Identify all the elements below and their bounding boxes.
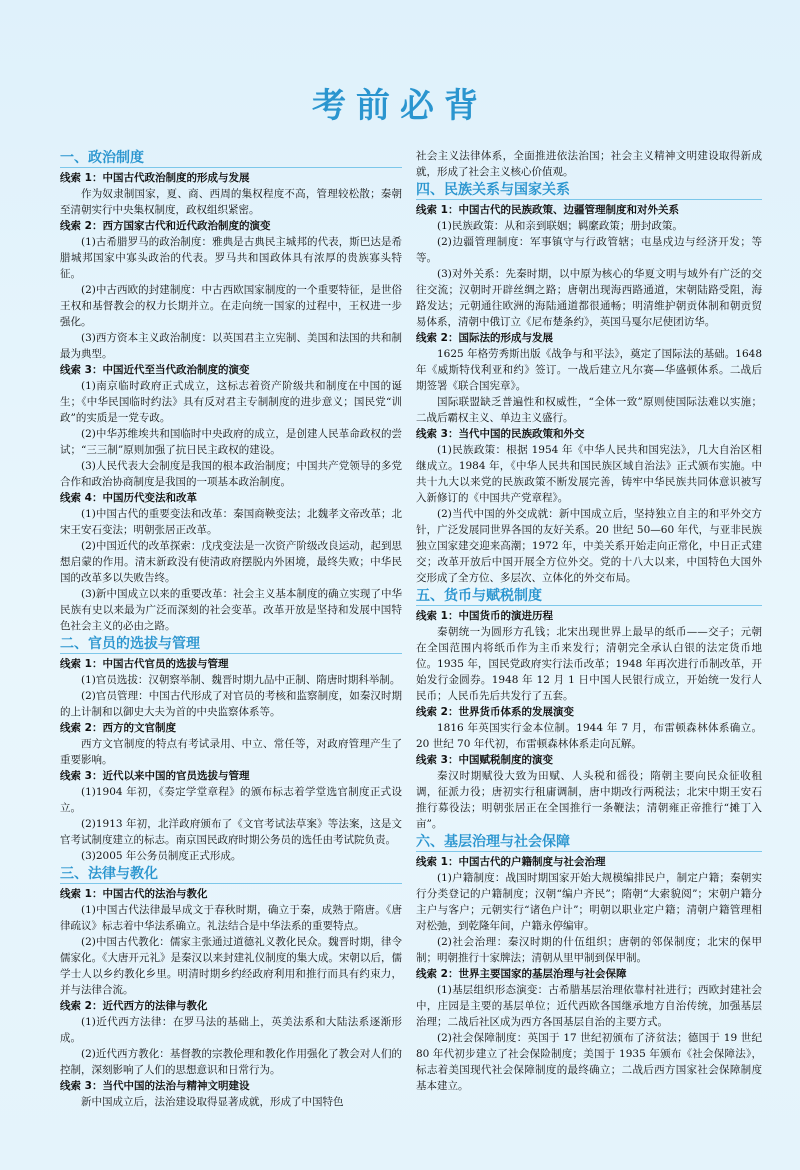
- paragraph: (1)基层组织形态演变：古希腊基层治理依靠村社进行；西欧封建社会中，庄园是主要的基层单位；近代西欧各国继承地方自治传统，加强基层治理；二战后社区成为西方各国基层自治的主要方式。: [416, 984, 762, 1028]
- paragraph: (1)中国古代的重要变法和改革：秦国商鞅变法；北魏孝文帝改革；北宋王安石变法；明朝张居正改革。: [60, 508, 402, 536]
- section-heading: 五、货币与赋税制度: [416, 588, 762, 606]
- left-column: [60, 148, 402, 1110]
- paragraph: (1)官员选拔：汉朝察举制、魏晋时期九品中正制、隋唐时期科举制。: [81, 674, 401, 686]
- section-heading: 一、政治制度: [60, 150, 402, 168]
- paragraph: (1)古希腊罗马的政治制度：雅典是古典民主城邦的代表，斯巴达是希腊城邦国家中寡头政治的代表。罗马共和国政体具有浓厚的贵族寡头特征。: [60, 236, 402, 280]
- paragraph: 新中国成立后，法治建设取得显著成就，形成了中国特色: [81, 1096, 344, 1108]
- clue-heading: 线索 2：国际法的形成与发展: [416, 332, 553, 344]
- paragraph: (3)对外关系：先秦时期，以中原为核心的华夏文明与域外有广泛的交往交流；汉朝时开辟丝绸之路；唐朝出现海西路通道，宋朝陆路受阻，海路发达；元朝通往欧洲的海陆通道都很通畅；明清维护朝贡体制和朝贡贸易体系，清朝中俄订立《尼布楚条约》，英国马戛尔尼使团访华。: [416, 268, 762, 328]
- clue-heading: 线索 3：中国近代至当代政治制度的演变: [60, 364, 250, 376]
- paragraph: (3)人民代表大会制度是我国的根本政治制度；中国共产党领导的多党合作和政治协商制度是我国的一项基本政治制度。: [60, 460, 402, 488]
- clue-heading: 线索 3：中国赋税制度的演变: [416, 754, 553, 766]
- clue-heading: 线索 2：西方的文官制度: [60, 722, 176, 734]
- clue-heading: 线索 2：世界主要国家的基层治理与社会保障: [416, 968, 627, 980]
- clue-heading: 线索 1：中国古代政治制度的形成与发展: [60, 172, 250, 184]
- paragraph: (1)1904 年初，《奏定学堂章程》的颁布标志着学堂选官制度正式设立。: [60, 786, 402, 814]
- section-heading: 四、民族关系与国家关系: [416, 182, 762, 200]
- paragraph: (1)中国古代法律最早成文于春秋时期，确立于秦，成熟于隋唐。《唐律疏议》标志着中华法系确立。礼法结合是中华法系的重要特点。: [60, 904, 402, 932]
- right-column: [416, 148, 762, 1094]
- clue-heading: 线索 1：中国古代官员的选拔与管理: [60, 658, 229, 670]
- paragraph: (1)南京临时政府正式成立，这标志着资产阶级共和制度在中国的诞生；《中华民国临时约法》具有反对君主专制制度的进步意义；国民党“训政”的实质是一党专政。: [60, 380, 402, 424]
- clue-heading: 线索 3：当代中国的法治与精神文明建设: [60, 1080, 250, 1092]
- clue-heading: 线索 1：中国古代的户籍制度与社会治理: [416, 856, 606, 868]
- paragraph: (2)1913 年初，北洋政府颁布了《文官考试法草案》等法案，这是文官考试制度建立的标志。南京国民政府时期公务员的选任由考试院负责。: [60, 818, 402, 846]
- page-title: 考前必背: [312, 86, 488, 126]
- paragraph: (1)民族政策：从和亲到联姻；羁縻政策；册封政策。: [437, 220, 683, 232]
- clue-heading: 线索 1：中国古代的法治与教化: [60, 888, 208, 900]
- clue-heading: 线索 4：中国历代变法和改革: [60, 492, 197, 504]
- clue-heading: 线索 1：中国货币的演进历程: [416, 610, 553, 622]
- paragraph: (2)当代中国的外交成就：新中国成立后，坚持独立自主的和平外交方针，广泛发展同世界各国的友好关系。20 世纪 50—60 年代，与亚非民族独立国家建交迎来高潮；1972 年，中美关系开始走向正常化，中日正式建交；改革开放后中国开展全方位外交。党的十八大以来，中国特色大国外交形成了全方位、多层次、立体化的外交布局。: [416, 508, 762, 584]
- paragraph: (2)中古西欧的封建制度：中古西欧国家制度的一个重要特征，是世俗王权和基督教会的权力长期并立。在走向统一国家的过程中，王权进一步强化。: [60, 284, 402, 328]
- paragraph: (2)中华苏维埃共和国临时中央政府的成立，是创建人民革命政权的尝试；“三三制”原则加强了抗日民主政权的建设。: [60, 428, 402, 456]
- section-heading: 三、法律与教化: [60, 866, 402, 884]
- section-heading: 二、官员的选拔与管理: [60, 636, 402, 654]
- paragraph: (2)社会保障制度：英国于 17 世纪初颁布了济贫法；德国于 19 世纪 80 年代初步建立了社会保险制度；美国于 1935 年颁布《社会保障法》，标志着美国现代社会保障制度的最终确立；二战后西方国家社会保障制度基本建立。: [416, 1032, 762, 1092]
- paragraph: 国际联盟缺乏普遍性和权威性，“全体一致”原则使国际法难以实施；二战后霸权主义、单边主义盛行。: [416, 396, 762, 424]
- paragraph: (2)中国近代的改革探索：戊戌变法是一次资产阶级改良运动，起到思想启蒙的作用。清末新政没有使清政府摆脱内外困境，最终失败；中华民国的改革多以失败告终。: [60, 540, 402, 584]
- paragraph: (2)中国古代教化：儒家主张通过道德礼义教化民众。魏晋时期，律令儒家化。《大唐开元礼》是秦汉以来封建礼仪制度的集大成。宋朝以后，儒学士人以乡约教化乡里。明清时期乡约经政府利用和推行而具有约束力，并与法律合流。: [60, 936, 402, 996]
- paragraph: 作为奴隶制国家，夏、商、西周的集权程度不高，管理较松散；秦朝至清朝实行中央集权制度，政权组织紧密。: [60, 188, 402, 216]
- clue-heading: 线索 2：西方国家古代和近代政治制度的演变: [60, 220, 271, 232]
- paragraph: (3)新中国成立以来的重要改革：社会主义基本制度的确立实现了中华民族有史以来最为广泛而深刻的社会变革。改革开放是坚持和发展中国特色社会主义的必由之路。: [60, 588, 402, 632]
- paragraph: (2)社会治理：秦汉时期的什伍组织；唐朝的邻保制度；北宋的保甲制；明朝推行十家牌法；清朝从里甲制到保甲制。: [416, 936, 762, 964]
- paragraph: (1)户籍制度：战国时期国家开始大规模编排民户，制定户籍；秦朝实行分类登记的户籍制度；汉朝“编户齐民”；隋朝“大索貌阅”；宋朝户籍分主户与客户；元朝实行“诸色户计”；明朝以职业定户籍；清朝户籍管理相对松弛，到乾隆年间，户籍永停编审。: [416, 872, 762, 932]
- section-heading: 六、基层治理与社会保障: [416, 834, 762, 852]
- paragraph: 1625 年格劳秀斯出版《战争与和平法》，奠定了国际法的基础。1648 年《威斯特伐利亚和约》签订。一战后建立凡尔赛—华盛顿体系。二战后期签署《联合国宪章》。: [416, 348, 762, 392]
- paragraph: (3)西方资本主义政治制度：以英国君主立宪制、美国和法国的共和制最为典型。: [60, 332, 402, 360]
- clue-heading: 线索 2：近代西方的法律与教化: [60, 1000, 208, 1012]
- paragraph: 社会主义法律体系，全面推进依法治国；社会主义精神文明建设取得新成就，形成了社会主义核心价值观。: [416, 150, 762, 178]
- clue-heading: 线索 3：近代以来中国的官员选拔与管理: [60, 770, 250, 782]
- paragraph: 1816 年英国实行金本位制。1944 年 7 月，布雷顿森林体系确立。20 世纪 70 年代初，布雷顿森林体系走向瓦解。: [416, 722, 762, 750]
- paragraph: (2)官员管理：中国古代形成了对官员的考核和监察制度，如秦汉时期的上计制和以御史大夫为首的中央监察体系等。: [60, 690, 402, 718]
- paragraph: (1)民族政策：根据 1954 年《中华人民共和国宪法》，几大自治区相继成立。1984 年，《中华人民共和国民族区域自治法》正式颁布实施。中共十九大以来党的民族政策不断发展完善，铸牢中华民族共同体意识被写入新修订的《中国共产党章程》。: [416, 444, 762, 504]
- paragraph: (2)近代西方教化：基督教的宗教伦理和教化作用强化了教会对人们的控制，深刻影响了人们的思想意识和日常行为。: [60, 1048, 402, 1076]
- paragraph: 秦朝统一为圆形方孔钱；北宋出现世界上最早的纸币——交子；元朝在全国范围内将纸币作为主币来发行；清朝完全承认白银的法定货币地位。1935 年，国民党政府实行法币改革；1948 年再次进行币制改革，开始发行金圆券。1948 年 12 月 1 日中国人民银行成立，开始统一发行人民币；人民币先后共发行了五套。: [416, 626, 762, 702]
- paragraph: 西方文官制度的特点有考试录用、中立、常任等，对政府管理产生了重要影响。: [60, 738, 402, 766]
- clue-heading: 线索 2：世界货币体系的发展演变: [416, 706, 574, 718]
- paragraph: (1)近代西方法律：在罗马法的基础上，英美法系和大陆法系逐渐形成。: [60, 1016, 402, 1044]
- paragraph: 秦汉时期赋役大致为田赋、人头税和徭役；隋朝主要向民众征收租调，征派力役；唐初实行租庸调制，唐中期改行两税法；北宋中期王安石推行募役法；明朝张居正在全国推行一条鞭法；清朝雍正帝推行“摊丁入亩”。: [416, 770, 762, 830]
- paragraph: (3)2005 年公务员制度正式形成。: [81, 850, 242, 862]
- paragraph: (2)边疆管理制度：军事镇守与行政管辖；屯垦戍边与经济开发；等等。: [416, 236, 762, 264]
- clue-heading: 线索 3：当代中国的民族政策和外交: [416, 428, 585, 440]
- clue-heading: 线索 1：中国古代的民族政策、边疆管理制度和对外关系: [416, 204, 679, 216]
